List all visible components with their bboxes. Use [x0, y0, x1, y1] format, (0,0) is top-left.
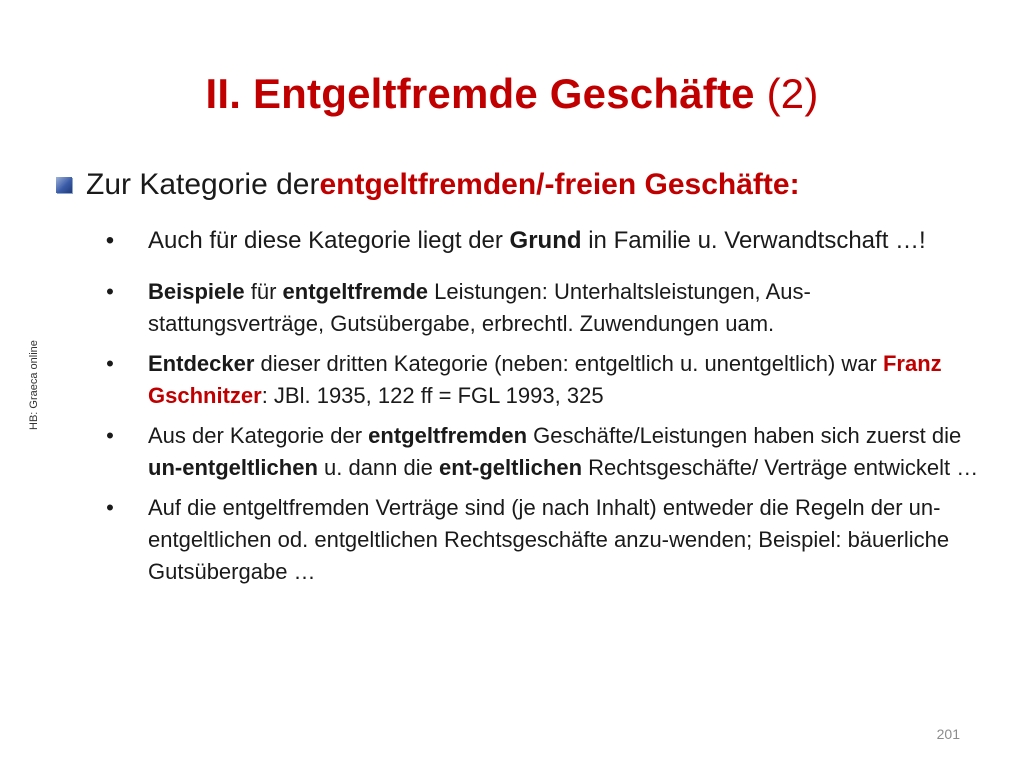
bullet-dot-icon: • — [106, 495, 114, 520]
title-suffix: (2) — [766, 70, 819, 117]
bullet-highlight-name: Franz Gschnitzer — [148, 351, 942, 408]
bullet-item-beispiele — [100, 276, 980, 340]
bullet-text: Aus der Kategorie der — [148, 423, 369, 448]
bullet-text: Auf die entgeltfremden Verträge sind (je nach Inhalt) entweder die Regeln der un-entgeltlichen od. entgeltlichen Rechtsgeschäfte anzu-wenden; Beispiel: bäuerliche Gutsübergabe … — [148, 495, 950, 584]
page-number: 201 — [936, 726, 960, 742]
bullet-text: Rechtsgeschäfte/ Verträge entwickelt … — [582, 455, 979, 480]
bullet-bold-text: ent-geltlichen — [439, 455, 583, 480]
bullet-text: Auch für diese Kategorie liegt der — [148, 227, 510, 254]
bullet-bold-text: entgeltfremde — [282, 279, 428, 304]
bullet-bold-text: Grund — [509, 227, 582, 254]
bullet-text: : JBl. 1935, 122 ff = FGL 1993, 325 — [261, 383, 604, 408]
bullet-bold-text: Entdecker — [148, 351, 255, 376]
bullet-text: in Familie u. Verwandtschaft …! — [581, 227, 926, 254]
bullet-dot-icon: • — [105, 227, 115, 254]
bullet-bold-text: un-entgeltlichen — [148, 455, 318, 480]
bullet-dot-icon: • — [106, 351, 114, 376]
bullet-item-kategorie — [100, 420, 980, 484]
bullet-text: u. dann die — [317, 455, 439, 480]
bullet-text: für — [244, 279, 283, 304]
bullet-text: Leistungen: Unterhaltsleistungen, Aus-stattungsverträge, Gutsübergabe, erbrechtl. Zuwendungen uam. — [148, 279, 811, 336]
bullet-text: Geschäfte/Leistungen haben sich zuerst die — [527, 423, 962, 448]
bullet-item-entdecker — [100, 348, 980, 412]
heading-highlight-text: entgeltfremden/-freien Geschäfte: — [319, 168, 800, 201]
heading-plain-text: Zur Kategorie der — [86, 168, 320, 201]
bullet-item-grund — [100, 224, 980, 258]
bullet-bold-text: Beispiele — [148, 279, 245, 304]
side-note: HB: Graeca online — [28, 340, 40, 430]
slide-title — [0, 70, 1024, 118]
bullet-dot-icon: • — [106, 279, 114, 304]
bullet-text: dieser dritten Kategorie (neben: entgeltlich u. unentgeltlich) war — [254, 351, 883, 376]
bullet-list — [100, 224, 980, 596]
title-main: II. Entgeltfremde Geschäfte — [205, 70, 755, 117]
bullet-dot-icon: • — [106, 423, 114, 448]
bullet-bold-text: entgeltfremden — [368, 423, 528, 448]
bullet-item-vertraege — [100, 492, 980, 588]
section-heading — [56, 168, 800, 202]
square-bullet-icon — [56, 177, 72, 193]
